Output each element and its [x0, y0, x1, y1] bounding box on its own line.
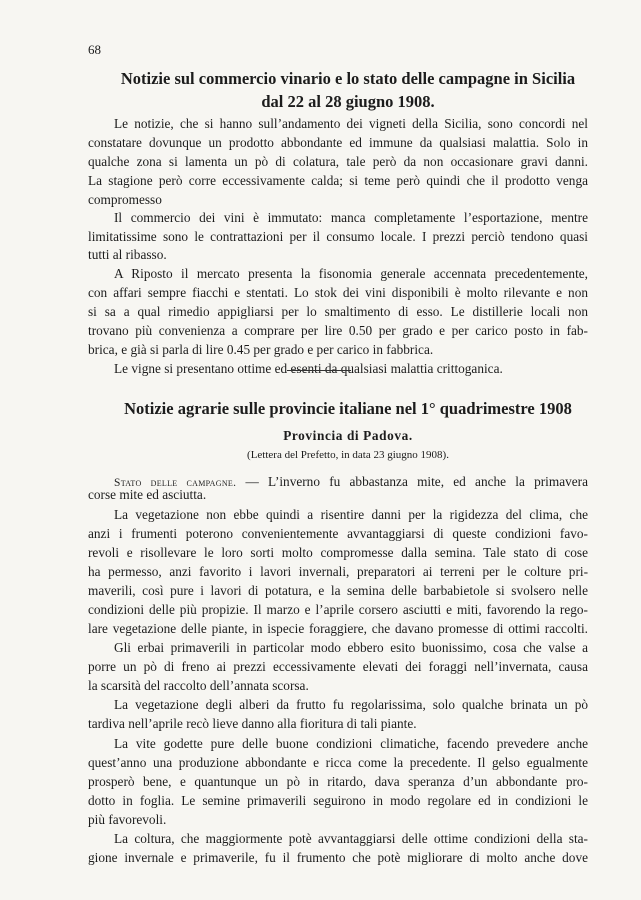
section-divider	[287, 370, 351, 371]
page-number: 68	[88, 42, 101, 57]
text-line: porre un pò di freno ai prezzi eccessivamente elevati dei foraggi nell’invernata, causa	[88, 659, 588, 674]
text-line: Le vigne si presentano ottime ed esenti da qualsiasi malattia crittoganica.	[114, 361, 503, 376]
text-line: La stagione però corre eccessivamente calda; si teme però quindi che il prodotto venga	[88, 173, 588, 188]
text-line: lare vegetazione delle piante, in ispecie foraggiere, che davano promesse di ottimi raccolti.	[88, 621, 588, 636]
text-line: La coltura, che maggiormente potè avvantaggiarsi delle ottime condizioni della sta-	[114, 831, 588, 846]
text-line: più favorevoli.	[88, 812, 167, 827]
text-line: limitatissime sono le contrattazioni per il consumo locale. I prezzi perciò tendono quasi	[88, 229, 588, 244]
section1-title	[88, 67, 608, 113]
section1-title-line2: dal 22 al 28 giugno 1908.	[261, 92, 435, 111]
text-line: La vegetazione non ebbe quindi a risentire danni per la rigidezza del clima, che	[114, 507, 588, 522]
text-line: corse mite ed asciutta.	[88, 487, 207, 502]
text-line: Gli erbai primaverili in particolar modo ebbero esito buonissimo, cosa che valse a	[114, 640, 588, 655]
source-note: (Lettera del Prefetto, in data 23 giugno 1908).	[247, 449, 449, 461]
text-line: compromesso	[88, 192, 162, 207]
text-line: quest’anno una produzione abbondante e ricca come la precedente. Il gelso egualmente	[88, 755, 588, 770]
province-subtitle: Provincia di Padova.	[283, 428, 413, 443]
text-line: constatare dovunque un prodotto abbondante ed immune da qualsiasi malattia. Solo in	[88, 135, 588, 150]
text-line: maverili, così pure i lavori di potatura, e la semina delle barbabietole si svolsero nelle	[88, 583, 588, 598]
text-line: con affari sempre fiacchi e stentati. Lo stok dei vini disponibili è molto rilevante e non	[88, 285, 588, 300]
text-line: A Riposto il mercato presenta la fisonomia generale accennata precedentemente,	[114, 266, 588, 281]
stato-line-text: — L’inverno fu abbastanza mite, ed anche la primavera	[236, 474, 588, 489]
text-line: condizioni delle più propizie. Il marzo e l’aprile corsero asciutti e miti, favorendo la rego-	[88, 602, 588, 617]
text-line: ha permesso, anzi favorito i lavori invernali, preparatori ai terreni per le colture pri-	[88, 564, 588, 579]
text-line: trovano più convenienza a comprare per lire 0.50 per grado e per carico posto in fab-	[88, 323, 588, 338]
section2-title: Notizie agrarie sulle provincie italiane nel 1° quadrimestre 1908	[124, 399, 572, 418]
text-line: dotto in foglia. Le semine primaverili seguirono in modo regolare ed in condizioni le	[88, 793, 588, 808]
text-line: si sa a qual rimedio appigliarsi per lo smaltimento di esso. Le distillerie locali non	[88, 304, 588, 319]
text-line: Il commercio dei vini è immutato: manca completamente l’esportazione, mentre	[114, 210, 588, 225]
text-line: La vegetazione degli alberi da frutto fu regolarissima, solo qualche brinata un pò	[114, 697, 588, 712]
stato-label: Stato delle campagne.	[114, 477, 237, 489]
text-line: qualche zona si lamenta un pò di colatura, tale però da non occasionare gravi danni.	[88, 154, 588, 169]
text-line: gione invernale e primaverile, fu il frumento che potè migliorare di molto anche dove	[88, 850, 588, 865]
text-line: revoli e risollevare le loro sorti molto compromesse dalla semina. Tale stato di cose	[88, 545, 588, 560]
text-line: la scarsità del raccolto dell’annata scorsa.	[88, 678, 309, 693]
text-line: prosperò bene, e quantunque un pò in ritardo, dava speranza d’un abbondante pro-	[88, 774, 588, 789]
text-line: Le notizie, che si hanno sull’andamento dei vigneti della Sicilia, sono concordi nel	[114, 116, 588, 131]
text-line: La vite godette pure delle buone condizioni climatiche, facendo prevedere anche	[114, 736, 588, 751]
text-line: tutti al ribasso.	[88, 247, 167, 262]
text-line: tardiva nell’aprile recò lieve danno alla fioritura di tali piante.	[88, 716, 417, 731]
text-line: brica, e già si parla di lire 0.45 per grado e per carico in fabbrica.	[88, 342, 434, 357]
section1-title-line1: Notizie sul commercio vinario e lo stato delle campagne in Sicilia	[120, 69, 576, 88]
text-line: anzi i frumenti poterono convenientemente avvantaggiarsi di queste condizioni favo-	[88, 526, 588, 541]
